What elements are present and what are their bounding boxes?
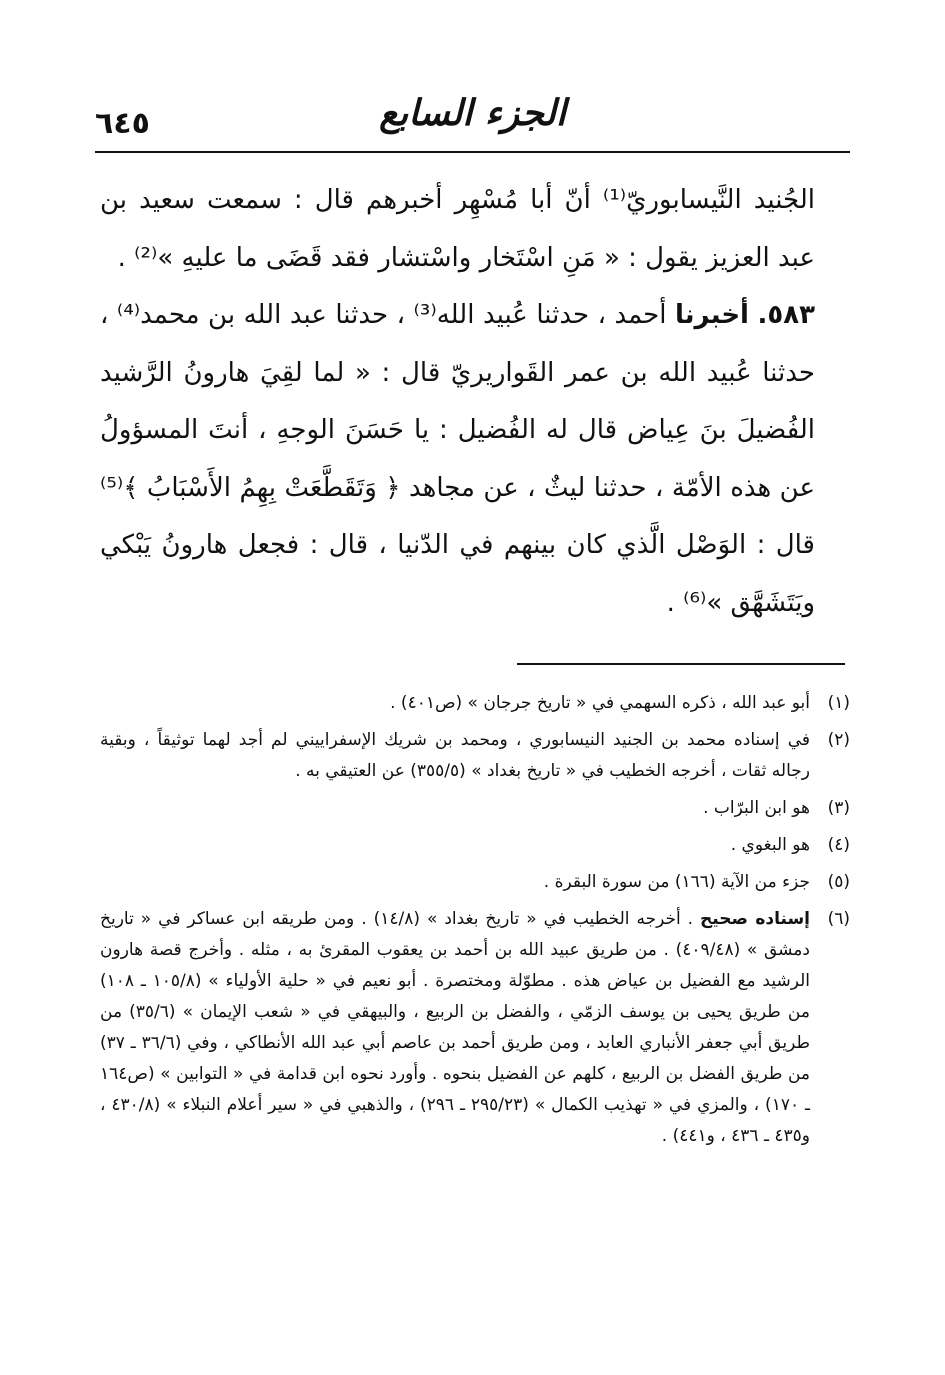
footnote-4	[100, 830, 850, 861]
hadith-number: ٥٨٣.	[757, 300, 815, 330]
footnote-number: (١)	[827, 693, 850, 713]
page-number: ٦٤٥	[95, 106, 150, 141]
footnote-5	[100, 867, 850, 898]
footnote-2	[100, 725, 850, 787]
footnote-text	[100, 904, 810, 1152]
footnote-text	[100, 725, 810, 787]
hadith-583	[100, 287, 815, 632]
footnote-6	[100, 904, 850, 1152]
footnote-body: . أخرجه الخطيب في « تاريخ بغداد » (١٤/٨) . ومن طريقه ابن عساكر في « تاريخ دمشق » (٤٠٩/٤٨) . من طريق عبيد الله بن أحمد بن يعقوب المقرئ به ، مثله . وأخرج قصة هارون الرشيد مع الفضيل بن عياض هذه . مطوّلة ومختصرة . أبو نعيم في « حلية الأولياء » (١٠٥/٨ ـ ١٠٨) من طريق يحيى بن يوسف الزمّي ، والفضل بن الربيع ، والبيهقي في « شعب الإيمان » (٣٥/٦) من طريق أبي جعفر الأنباري العابد ، ومن طريق أحمد بن عاصم أبي عبد الله الأنطاكي ، وفي (٣٦/٦ ـ ٣٧) من طريق الفضل بن الربيع ، كلهم عن الفضيل بنحوه . وأورد نحوه ابن قدامة في « التوابين » (ص١٦٤ ـ ١٧٠) ، والمزي في « تهذيب الكمال » (٢٩٥/٢٣ ـ ٢٩٦) ، والذهبي في « سير أعلام النبلاء » (٤٣٠/٨ ، و٤٣٥ ـ ٤٣٦ ، و٤٤١) .	[100, 909, 810, 1146]
header-rule	[95, 151, 850, 153]
footnote-text	[100, 830, 810, 861]
footnote-number: (٦)	[827, 909, 850, 929]
footnote-text	[100, 688, 810, 719]
footnote-text	[100, 867, 810, 898]
footnote-body: في إسناده محمد بن الجنيد النيسابوري ، ومحمد بن شريك الإسفراييني لم أجد لهما توثيقاً ، وبقية رجاله ثقات ، أخرجه الخطيب في « تاريخ بغداد » (٣٥٥/٥) عن العتيقي به .	[100, 730, 810, 781]
footnote-body: هو ابن البرّاب .	[703, 798, 810, 818]
footnote-number: (٥)	[827, 872, 850, 892]
hadith-lead: أخبرنا	[675, 300, 749, 330]
footnote-number: (٣)	[827, 798, 850, 818]
footnote-body: هو البغوي .	[730, 835, 810, 855]
footnote-separator	[517, 663, 845, 665]
footnote-number: (٤)	[827, 835, 850, 855]
footnote-1	[100, 688, 850, 719]
hadith-text: أحمد ، حدثنا عُبيد الله⁽³⁾ ، حدثنا عبد الله بن محمد⁽⁴⁾ ، حدثنا عُبيد الله بن عمر القَواريريّ قال : « لما لقِيَ هارونُ الرَّشيد الفُضيلَ بنَ عِياض قال له الفُضيل : يا حَسَنَ الوجهِ ، أنتَ المسؤولُ عن هذه الأمّة ، حدثنا ليثٌ ، عن مجاهد ﴿ وَتَقَطَّعَتْ بِهِمُ الأَسْبَابُ ﴾⁽⁵⁾ قال : الوَصْل الَّذي كان بينهم في الدّنيا ، قال : فجعل هارونُ يَبْكي ويَتَشَهَّق »⁽⁶⁾ .	[100, 300, 815, 618]
main-text	[100, 172, 815, 632]
paragraph-1: الجُنيد النَّيسابوريّ⁽¹⁾ أنّ أبا مُسْهِر أخبرهم قال : سمعت سعيد بن عبد العزيز يقول : « مَنِ اسْتَخار واسْتشار فقد قَضَى ما عليهِ »⁽²⁾ .	[100, 185, 815, 273]
footnote-3	[100, 793, 850, 824]
page-header	[95, 92, 850, 150]
footnote-body: أبو عبد الله ، ذكره السهمي في « تاريخ جرجان » (ص٤٠١) .	[390, 693, 810, 713]
running-title: الجزء السابع	[379, 92, 566, 134]
footnote-lead: إسناده صحيح	[700, 909, 810, 929]
footnote-number: (٢)	[827, 730, 850, 750]
footnote-text	[100, 793, 810, 824]
footnote-body: جزء من الآية (١٦٦) من سورة البقرة .	[543, 872, 810, 892]
footnotes	[100, 688, 850, 1158]
